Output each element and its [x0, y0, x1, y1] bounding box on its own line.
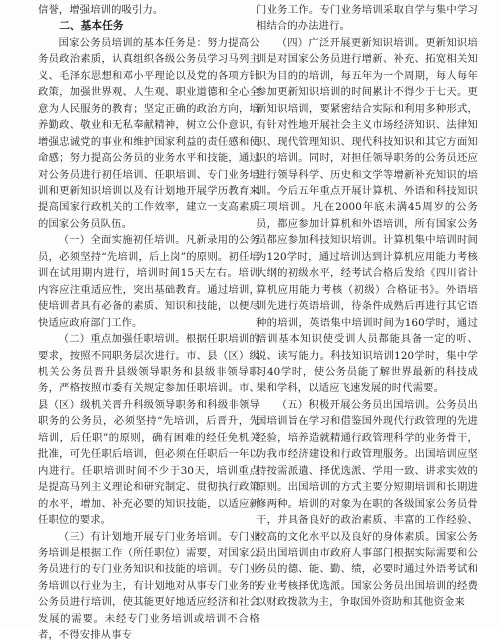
- paragraph-appointment-training: （二）重点加强任职培训。根据任职培训的要求，按照不同职务层次进行。市、县（区）级机关公务员晋升县级领导职务和县级非领导职务，严格按照市委有关规定参加任职培训。市、县（区）级机关晋升科级领导职务和科级非领导职务的公务员，必须坚持“先培训，后晋升，先培训，后任职”的原则，确有困难的经任免机关批准，可先任职后培训，但必须在任职后一年以内进行。任职培训时间不少于30天，培训重点是提高马列主义理论和研究制定、贯彻执行政策的水平，增加、补充必要的知识技能，以适应新任职位的要求。: [38, 333, 260, 527]
- paragraph-specialized-training: （三）有计划地开展专门业务培训。专门业务培训是根据工作（所任职位）需要，对国家公务员进行的专门业务知识和技能的培训。专门业务培训以行业为主，有计划地对从事专门业务的公务员进行培训，使其能更好地适应经济和社会发展的需要。未经专门业务培训或培训不合格者，不得安排从事专: [38, 530, 260, 642]
- paragraph-specialized-continuation: 门业务工作。专门业务培训采取自学与集中学习相结合的办法进行。: [256, 4, 478, 33]
- right-column: [256, 2, 478, 611]
- paragraph-basic-tasks: 国家公务员培训的基本任务是：努力提高公务员政治素质，认真组织各级公务员学习马列主义、毛泽东思想和邓小平理论以及党的各项方针政策，加强世界观、人生观、职业道德和全心全意为人民服务的教育；坚定正确的政治方向，培养勤政、敬业和无私奉献精神，树立公仆意识，增强忠诚党的事业和维护国家利益的责任感和使命感；努力提高公务员的业务水平和技能，通过对公务员进行初任培训、任职培训、专门业务培训和更新知识培训以及有计划地开展学历教育来提高国家行政机关的工作效率，建立一支高素质的国家公务员队伍。: [38, 36, 260, 230]
- paragraph-initial-training: （一）全面实施初任培训。凡新录用的公务员，必须坚持“先培训，后上岗”的原则。初任培训在试用期内进行，培训时间15天左右。培训内容应注重适应性，突出基础教育。通过培训，使培训者具有必备的素质、知识和技能，以便尽快适应政府部门工作。: [38, 234, 260, 329]
- left-column: [38, 2, 260, 644]
- paragraph-continuation: 信誉，增强培训的吸引力。: [38, 4, 164, 16]
- paragraph-knowledge-update-training: （四）广泛开展更新知识培训。更新知识培训是对国家公务员进行增新、补充、拓宽相关知识为目的的培训，每五年为一个周期，每人每年参加更新知识培训的时间累计不得少于七天。更新知识培训，要紧密结合实际和利用多种形式，有针对性地开展社会主义市场经济知识、法律知识、现代管理知识、现代科技知识和其它方面知识的培训。同时，对担任领导职务的公务员还应进行领导科学、历史和文学等增新补充知识的培训。今后五年重点开展计算机、外语和科技知识三项培训。凡在2000年底未满45周岁的公务员，都应参加计算机和外语培训，所有国家公务员都应参加科技知识培训。计算机集中培训时间为120学时，通过培训达到计算机应用能力考核大纲的初级水平，经考试合格后发给《四川省计算机应用能力考核（初级）合格证书》。外语培训先进行英语培训，待条件成熟后再进行其它语种的培训，英语集中培训时间为160学时，通过培训基本知识使受训人员都能具备一定的听、说、读写能力。科技知识培训120学时，集中学习40学时，使公务员能了解世界最新的科技成果和学科，以适应飞速发展的时代需要。: [256, 36, 478, 395]
- section-heading-basic-tasks: 二、基本任务: [59, 20, 124, 33]
- paragraph-overseas-training: （五）积极开展公务员出国培训。公务员出国培训旨在学习和借鉴国外现代行政管理的先进经验，培养造就精通行政管理科学的业务骨干，为我市经济建设和行政管理服务。出国培训应坚持按需派遣、择优选派、学用一致、讲求实效的原则。出国培训的方式主要分短期培训和长期进修两种。培训的对象为在职的各级国家公务员骨干，并具备良好的政治素质、丰富的工作经验、较高的文化水平以及良好的身体素质。国家公务员出国培训由市政府人事部门根据实际需要和公务员的德、能、勤、绩，必要时通过外语考试和专业考核择优选派。国家公务员出国培训的经费以财政拨款为主，争取国外资助和其他资金来: [256, 398, 478, 609]
